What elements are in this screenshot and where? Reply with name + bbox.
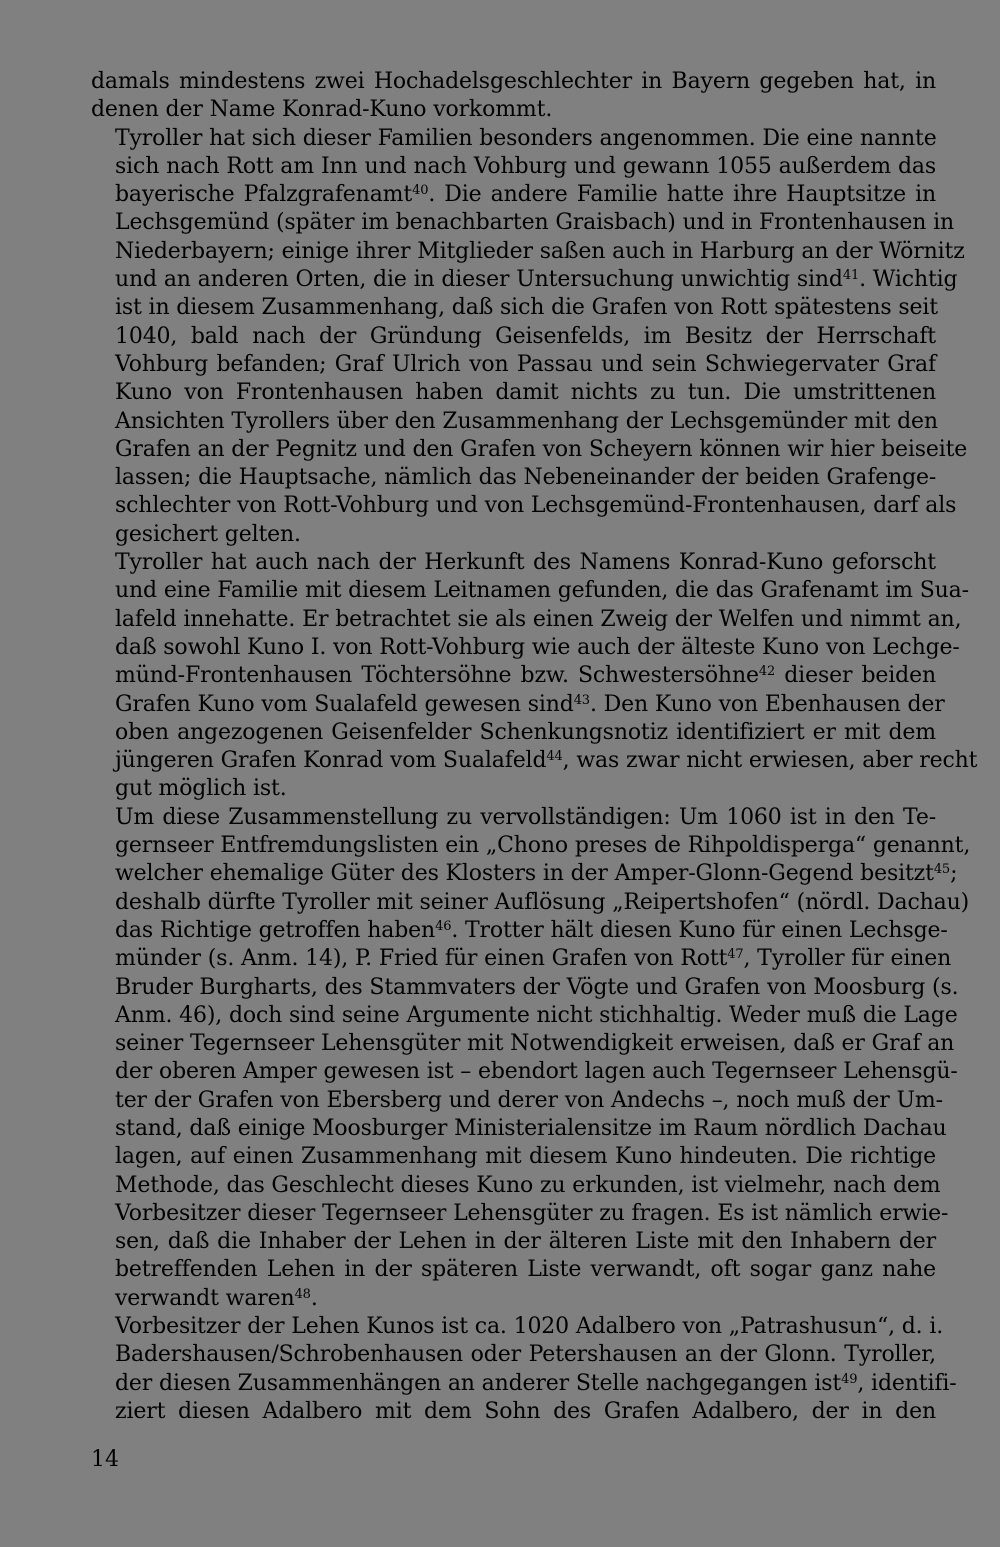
text-line: bayerische Pfalzgrafenamt$^{40}$. Die andere Familie hatte ihre Hauptsitze in xyxy=(115,182,936,208)
text-line: und eine Familie mit diesem Leitnamen gefunden, die das Grafenamt im Sua- xyxy=(115,578,969,604)
paragraph xyxy=(91,549,978,804)
text-line: Lechsgemünd (später im benachbarten Graisbach) und in Frontenhausen in xyxy=(115,210,955,236)
text-line: Niederbayern; einige ihrer Mitglieder saßen auch in Harburg an der Wörnitz xyxy=(115,238,965,264)
text-line: deshalb dürfte Tyroller mit seiner Auflösung „Reipertshofen“ (nördl. Dachau) xyxy=(115,889,970,915)
text-line: und an anderen Orten, die in dieser Untersuchung unwichtig sind$^{41}$. Wichtig xyxy=(115,267,958,293)
text-line: Methode, das Geschlecht dieses Kuno zu erkunden, ist vielmehr, nach dem xyxy=(115,1172,941,1198)
text-line: Kuno von Frontenhausen haben damit nichts zu tun. Die umstrittenen xyxy=(115,380,936,406)
footnote-marker: 48 xyxy=(294,1286,311,1302)
text-line: Anm. 46), doch sind seine Argumente nicht stichhaltig. Weder muß die Lage xyxy=(115,1002,958,1028)
text-line: 1040, bald nach der Gründung Geisenfelds, im Besitz der Herrschaft xyxy=(115,323,936,349)
text-line: Um diese Zusammenstellung zu vervollständigen: Um 1060 ist in den Te- xyxy=(115,804,936,830)
text-line: Ansichten Tyrollers über den Zusammenhang der Lechsgemünder mit den xyxy=(115,408,938,434)
text-line: daß sowohl Kuno I. von Rott-Vohburg wie auch der älteste Kuno von Lechge- xyxy=(115,634,960,660)
text-line: lagen, auf einen Zusammenhang mit diesem Kuno hindeuten. Die richtige xyxy=(115,1144,936,1170)
text-line: Badershausen/Schrobenhausen oder Petershausen an der Glonn. Tyroller, xyxy=(115,1342,936,1368)
text-line: das Richtige getroffen haben$^{46}$. Trotter hält diesen Kuno für einen Lechsge- xyxy=(115,917,948,943)
text-line: gut möglich ist. xyxy=(115,776,287,802)
text-line: der oberen Amper gewesen ist – ebendort lagen auch Tegernseer Lehensgü- xyxy=(115,1059,958,1085)
text-line: sen, daß die Inhaber der Lehen in der älteren Liste mit den Inhabern der xyxy=(115,1229,936,1255)
text-line: der diesen Zusammenhängen an anderer Stelle nachgegangen ist$^{49}$, identifi- xyxy=(115,1370,957,1396)
text-line: gernseer Entfremdungslisten ein „Chono preses de Rihpoldisperga“ genannt, xyxy=(115,833,971,859)
text-line: Tyroller hat auch nach der Herkunft des Namens Konrad-Kuno geforscht xyxy=(115,550,936,576)
footnote-marker: 47 xyxy=(727,947,744,963)
paragraph xyxy=(91,1313,957,1426)
footnote-marker: 40 xyxy=(412,183,429,199)
text-line: Grafen an der Pegnitz und den Grafen von Scheyern können wir hier beiseite xyxy=(115,436,968,462)
page-number: 14 xyxy=(91,1447,119,1472)
text-line: welcher ehemalige Güter des Klosters in der Amper-Glonn-Gegend besitzt$^{45}$; xyxy=(115,861,958,887)
text-line: lafeld innehatte. Er betrachtet sie als einen Zweig der Welfen und nimmt an, xyxy=(115,606,962,632)
text-line: oben angezogenen Geisenfelder Schenkungsnotiz identifiziert er mit dem xyxy=(115,719,936,745)
text-line: ist in diesem Zusammenhang, daß sich die Grafen von Rott spätestens seit xyxy=(115,295,938,321)
text-line: münd-Frontenhausen Töchtersöhne bzw. Schwestersöhne$^{42}$ dieser beiden xyxy=(115,663,936,689)
text-line: Vorbesitzer dieser Tegernseer Lehensgüter zu fragen. Es ist nämlich erwie- xyxy=(115,1200,949,1226)
footnote-marker: 44 xyxy=(546,748,563,764)
text-line: stand, daß einige Moosburger Ministerialensitze im Raum nördlich Dachau xyxy=(115,1115,947,1141)
footnote-marker: 42 xyxy=(758,664,776,680)
footnote-marker: 43 xyxy=(573,692,590,708)
text-line: ter der Grafen von Ebersberg und derer von Andechs –, noch muß der Um- xyxy=(115,1087,943,1113)
footnote-marker: 46 xyxy=(435,918,452,934)
text-line: Vorbesitzer der Lehen Kunos ist ca. 1020 Adalbero von „Patrashusun“, d. i. xyxy=(115,1314,944,1340)
text-line: betreffenden Lehen in der späteren Liste verwandt, oft sogar ganz nahe xyxy=(115,1257,936,1283)
footnote-marker: 45 xyxy=(933,862,951,878)
text-line: Grafen Kuno vom Sualafeld gewesen sind$^{43}$. Den Kuno von Ebenhausen der xyxy=(115,691,945,717)
text-line: Tyroller hat sich dieser Familien besonders angenommen. Die eine nannte xyxy=(115,125,937,151)
paragraph xyxy=(91,125,968,549)
document-body xyxy=(91,68,978,1426)
paragraph xyxy=(91,804,971,1313)
text-line: Vohburg befanden; Graf Ulrich von Passau und sein Schwiegervater Graf xyxy=(115,351,936,377)
footnote-marker: 49 xyxy=(841,1371,858,1387)
text-line: seiner Tegernseer Lehensgüter mit Notwendigkeit erweisen, daß er Graf an xyxy=(115,1031,955,1057)
text-line: denen der Name Konrad-Kuno vorkommt. xyxy=(91,97,553,123)
text-line: lassen; die Hauptsache, nämlich das Nebeneinander der beiden Grafenge- xyxy=(115,465,937,491)
text-line: münder (s. Anm. 14), P. Fried für einen Grafen von Rott$^{47}$, Tyroller für einen xyxy=(115,946,952,972)
text-line: damals mindestens zwei Hochadelsgeschlechter in Bayern gegeben hat, in xyxy=(91,69,936,94)
text-line: Bruder Burgharts, des Stammvaters der Vögte und Grafen von Moosburg (s. xyxy=(115,974,959,1000)
text-line: jüngeren Grafen Konrad vom Sualafeld$^{44}$, was zwar nicht erwiesen, aber recht xyxy=(115,748,978,774)
text-line: ziert diesen Adalbero mit dem Sohn des Grafen Adalbero, der in den xyxy=(115,1398,936,1424)
text-line: sich nach Rott am Inn und nach Vohburg und gewann 1055 außerdem das xyxy=(115,153,936,179)
text-line: verwandt waren$^{48}$. xyxy=(115,1285,318,1311)
text-line: gesichert gelten. xyxy=(115,521,301,547)
text-line: schlechter von Rott-Vohburg und von Lechsgemünd-Frontenhausen, darf als xyxy=(115,493,957,519)
footnote-marker: 41 xyxy=(842,267,860,283)
paragraph xyxy=(91,68,936,125)
